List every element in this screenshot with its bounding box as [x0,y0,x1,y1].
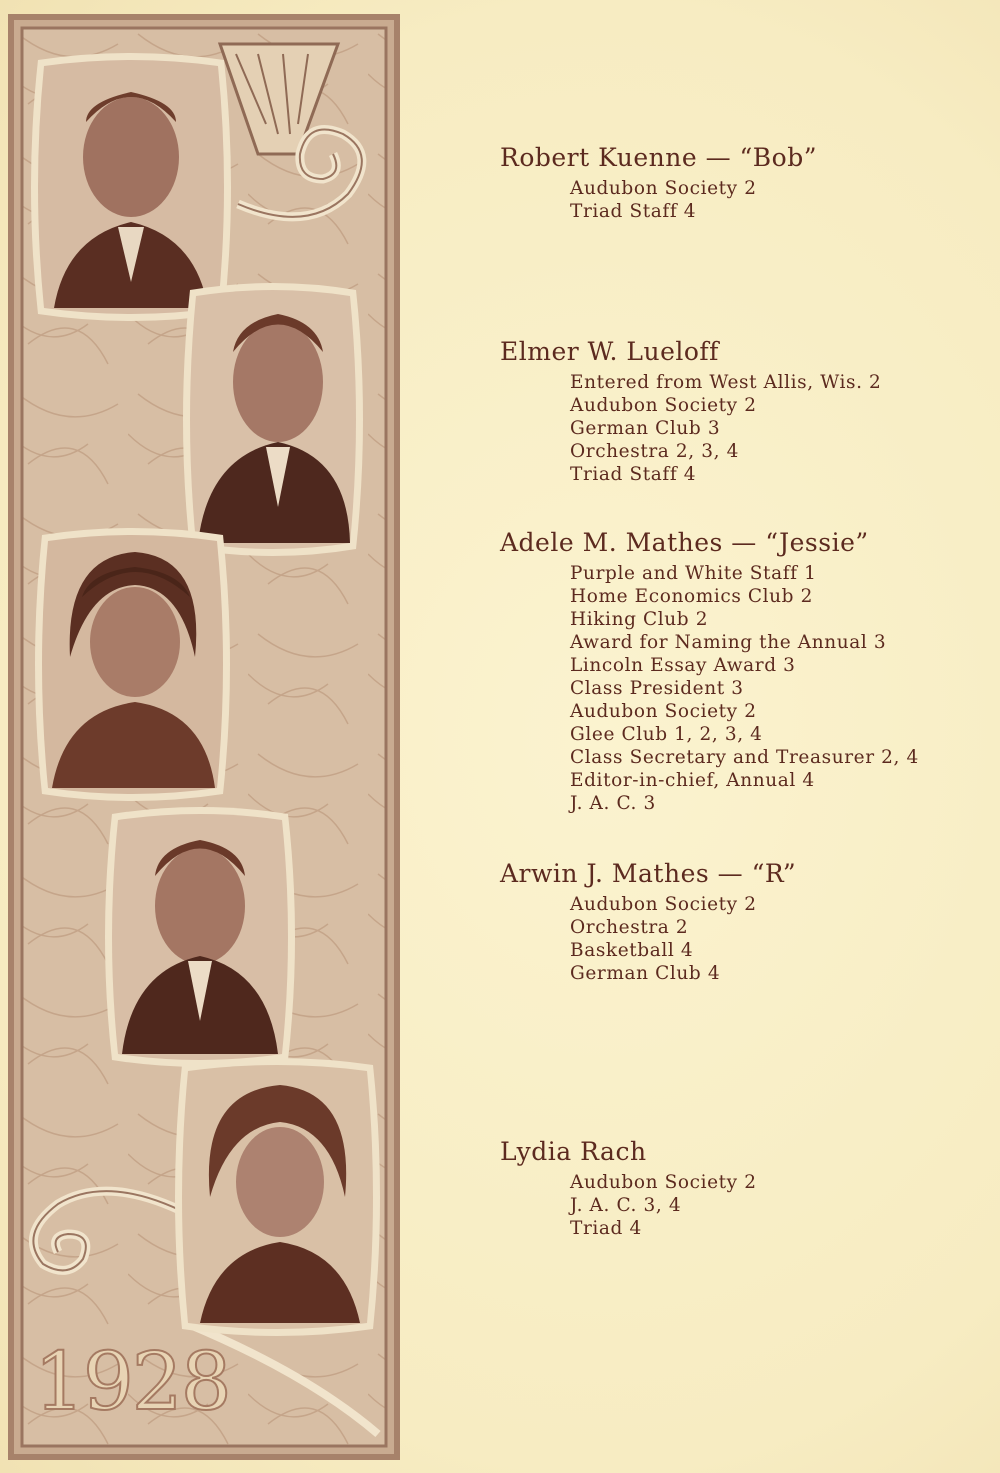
activity-item: Entered from West Allis, Wis. 2 [570,372,882,393]
activity-item: J. A. C. 3, 4 [570,1195,682,1216]
activity-item: Triad Staff 4 [570,464,697,485]
activity-item: J. A. C. 3 [570,793,656,814]
activity-item: Basketball 4 [570,940,694,961]
activity-item: Editor-in-chief, Annual 4 [570,770,815,791]
activity-item: German Club 3 [570,418,721,439]
activity-item: Class Secretary and Treasurer 2, 4 [570,747,919,768]
activity-list [570,1171,757,1240]
entry-lydia-rach [500,1137,757,1240]
activity-item: Triad 4 [570,1218,642,1239]
activity-item: Home Economics Club 2 [570,586,813,607]
student-name: Adele M. Mathes — “Jessie” [500,528,869,557]
entry-adele-mathes [500,528,919,815]
entry-arwin-mathes [500,859,796,985]
activity-item: Triad Staff 4 [570,201,697,222]
activity-item: Audubon Society 2 [570,701,757,722]
activity-item: Audubon Society 2 [570,894,757,915]
activity-list [570,893,796,985]
activity-item: Orchestra 2 [570,917,689,938]
activity-item: Purple and White Staff 1 [570,563,817,584]
portrait-arwin-mathes [100,806,300,1068]
portrait-elmer-lueloff [178,282,368,557]
activity-list [570,177,817,223]
activity-item: Lincoln Essay Award 3 [570,655,796,676]
activity-item: Award for Naming the Annual 3 [570,632,887,653]
activity-list [570,562,919,815]
year-mark: 1928 [34,1335,230,1428]
entry-elmer-lueloff [500,337,881,486]
portrait-adele-mathes [30,527,235,802]
activity-item: Glee Club 1, 2, 3, 4 [570,724,763,745]
activity-list [570,371,881,486]
activity-item: Hiking Club 2 [570,609,709,630]
student-name: Robert Kuenne — “Bob” [500,143,818,172]
activity-item: Class President 3 [570,678,744,699]
entry-robert-kuenne [500,143,817,223]
activity-item: German Club 4 [570,963,721,984]
activity-item: Audubon Society 2 [570,178,757,199]
portrait-lydia-rach [170,1057,385,1337]
activity-item: Audubon Society 2 [570,395,757,416]
activity-item: Audubon Society 2 [570,1172,757,1193]
student-name: Lydia Rach [500,1137,647,1166]
student-name: Arwin J. Mathes — “R” [500,859,797,888]
student-name: Elmer W. Lueloff [500,337,719,366]
activity-item: Orchestra 2, 3, 4 [570,441,739,462]
